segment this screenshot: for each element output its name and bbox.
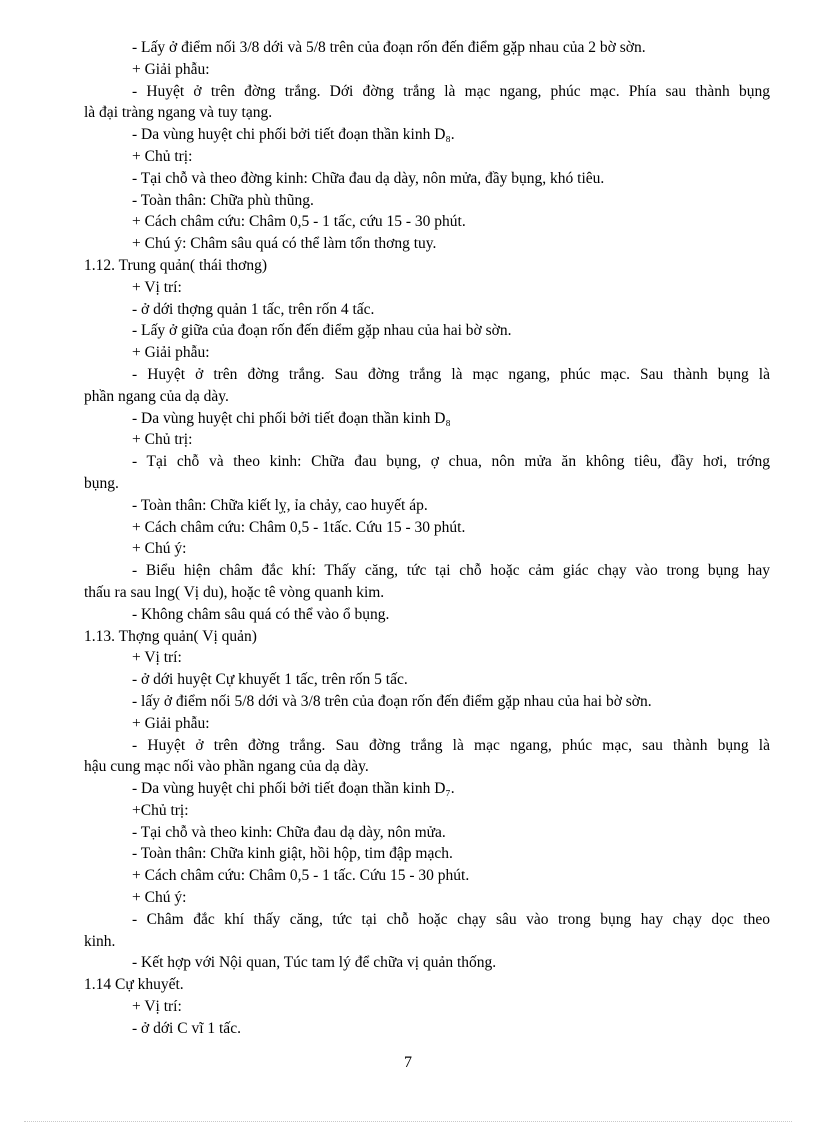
text-line: - Toàn thân: Chữa kinh giật, hồi hộp, tim đập mạch. bbox=[132, 845, 453, 863]
text-line: - Châm đắc khí thấy căng, tức tại chỗ hoặc chạy sâu vào trong bụng hay chạy dọc theo bbox=[132, 910, 770, 928]
text-line: - Da vùng huyệt chi phối bởi tiết đoạn thần kinh D₈. bbox=[132, 126, 455, 144]
text-line: +Chủ trị: bbox=[132, 801, 189, 819]
text-line: + Vị trí: bbox=[132, 649, 182, 667]
text-line: - lấy ở điểm nối 5/8 dới và 3/8 trên của đoạn rốn đến điểm gặp nhau của hai bờ sờn. bbox=[132, 692, 652, 710]
text-line: - Tại chỗ và theo đờng kinh: Chữa đau dạ dày, nôn mửa, đầy bụng, khó tiêu. bbox=[132, 169, 605, 187]
text-line: - Tại chỗ và theo kinh: Chữa đau dạ dày, nôn mửa. bbox=[132, 823, 446, 841]
text-line: + Cách châm cứu: Châm 0,5 - 1 tấc. Cứu 15 - 30 phút. bbox=[132, 867, 470, 885]
page-bottom-edge bbox=[24, 1121, 792, 1122]
text-line: + Giải phẫu: bbox=[132, 344, 210, 362]
text-line: + Giải phẫu: bbox=[132, 714, 210, 732]
text-line: + Vị trí: bbox=[132, 278, 182, 296]
text-line: - Huyệt ở trên đờng trắng. Sau đờng trắng là mạc ngang, phúc mạc. Sau thành bụng là bbox=[132, 365, 770, 383]
text-line: phần ngang của dạ dày. bbox=[84, 387, 229, 405]
text-line: 1.12. Trung quản( thái thơng) bbox=[84, 256, 268, 274]
text-line: - ở dới C vĩ 1 tấc. bbox=[132, 1019, 241, 1037]
text-line: - ở dới huyệt Cự khuyết 1 tấc, trên rốn 5 tấc. bbox=[132, 671, 408, 689]
page-number: 7 bbox=[404, 1054, 412, 1071]
text-line: - Kết hợp với Nội quan, Túc tam lý để chữa vị quản thống. bbox=[132, 954, 497, 972]
text-line: 1.13. Thợng quản( Vị quản) bbox=[84, 627, 257, 645]
text-line: là đại tràng ngang và tuy tạng. bbox=[84, 104, 273, 122]
text-line: + Chú ý: bbox=[132, 889, 187, 907]
text-line: - Toàn thân: Chữa phù thũng. bbox=[132, 191, 314, 209]
text-line: + Cách châm cứu: Châm 0,5 - 1 tấc, cứu 15 - 30 phút. bbox=[132, 213, 466, 231]
text-line: + Chủ trị: bbox=[132, 431, 193, 449]
text-line: kinh. bbox=[84, 932, 116, 950]
text-line: - Lấy ở giữa của đoạn rốn đến điểm gặp nhau của hai bờ sờn. bbox=[132, 322, 512, 340]
text-line: + Chủ trị: bbox=[132, 147, 193, 165]
text-line: - Huyệt ở trên đờng trắng. Dới đờng trắng là mạc ngang, phúc mạc. Phía sau thành bụng bbox=[132, 82, 770, 100]
text-line: - Toàn thân: Chữa kiết lỵ, ỉa chảy, cao huyết áp. bbox=[132, 496, 428, 514]
text-line: 1.14 Cự khuyết. bbox=[84, 976, 184, 994]
body-text bbox=[84, 37, 770, 1040]
text-line: - Da vùng huyệt chi phối bởi tiết đoạn thần kinh D₈ bbox=[132, 409, 451, 427]
text-line: thấu ra sau lng( Vị du), hoặc tê vòng quanh kim. bbox=[84, 583, 385, 601]
text-line: + Chú ý: bbox=[132, 540, 187, 558]
text-line: - Tại chỗ và theo kinh: Chữa đau bụng, ợ chua, nôn mửa ăn không tiêu, đầy hơi, trớng bbox=[132, 453, 770, 471]
text-line: - Không châm sâu quá có thể vào ổ bụng. bbox=[132, 605, 390, 623]
text-line: + Giải phẫu: bbox=[132, 60, 210, 78]
text-line: hậu cung mạc nối vào phần ngang của dạ dày. bbox=[84, 758, 369, 776]
text-line: + Chú ý: Châm sâu quá có thể làm tổn thơng tuy. bbox=[132, 235, 437, 253]
text-line: - ở dới thợng quản 1 tấc, trên rốn 4 tấc. bbox=[132, 300, 375, 318]
text-line: - Biểu hiện châm đắc khí: Thấy căng, tức tại chỗ hoặc cảm giác chạy vào trong bụng hay bbox=[132, 562, 770, 580]
text-line: + Vị trí: bbox=[132, 998, 182, 1016]
text-line: - Huyệt ở trên đờng trắng. Sau đờng trắng là mạc ngang, phúc mạc, sau thành bụng là bbox=[132, 736, 770, 754]
text-line: - Lấy ở điểm nối 3/8 dới và 5/8 trên của đoạn rốn đến điểm gặp nhau của 2 bờ sờn. bbox=[132, 39, 646, 56]
text-line: - Da vùng huyệt chi phối bởi tiết đoạn thần kinh D₇. bbox=[132, 780, 455, 798]
text-line: + Cách châm cứu: Châm 0,5 - 1tấc. Cứu 15 - 30 phút. bbox=[132, 518, 466, 536]
text-line: bụng. bbox=[84, 474, 119, 492]
